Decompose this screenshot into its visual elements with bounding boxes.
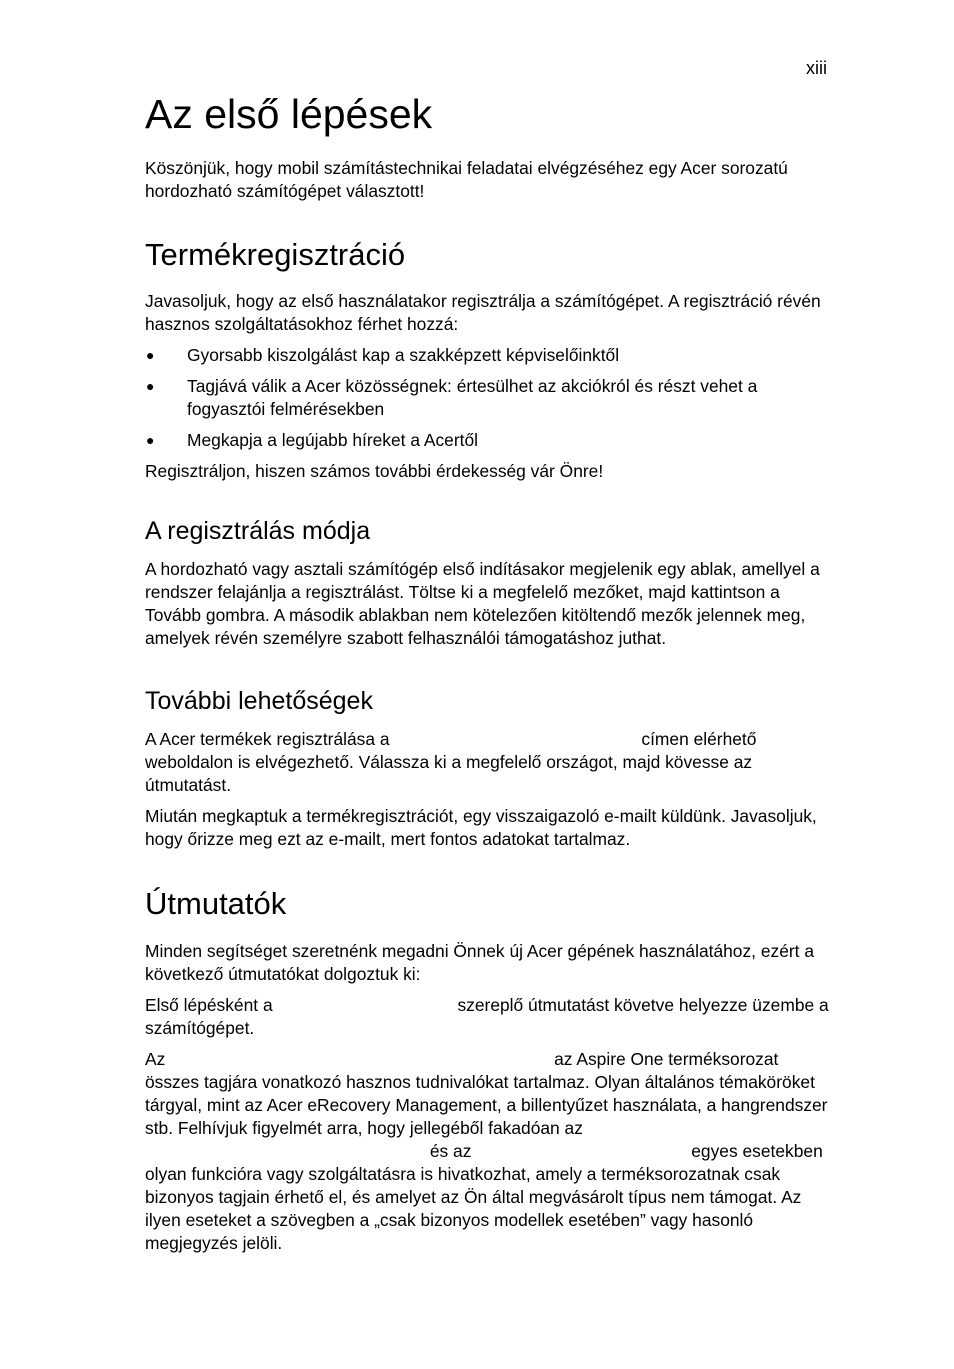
page-title: Az első lépések — [145, 91, 433, 137]
options-heading: További lehetőségek — [145, 687, 373, 716]
guides-paragraph-2 — [145, 1048, 835, 1255]
list-item — [145, 375, 835, 421]
list-item-text: Megkapja a legújabb híreket a Acertől — [187, 430, 478, 451]
list-item — [145, 344, 835, 367]
intro-paragraph: Köszönjük, hogy mobil számítástechnikai feladatai elvégzéséhez egy Acer sorozatú hordozható számítógépet választott! — [145, 158, 788, 202]
options-paragraph-2: Miután megkaptuk a termékregisztrációt, egy visszaigazoló e-mailt küldünk. Javasoljuk, hogy őrizze meg ezt az e-mailt, mert fontos adatokat tartalmaz. — [145, 806, 817, 850]
guides-section — [145, 885, 835, 1254]
list-item-text: Tagjává válik a Acer közösségnek: értesülhet az akciókról és részt vehet a fogyasztói felmérésekben — [187, 376, 758, 420]
guides-p2-b: az Aspire One terméksorozat összes tagjára vonatkozó hasznos tudnivalókat tartalmaz. Olyan általános témaköröket tárgyal, mint az Acer eRecovery Management, a billentyűzet használata, a hangrendszer stb. Felhívjuk figyelmét arra, hogy jellegéből fakadóan az — [145, 1048, 828, 1138]
options-paragraph-1 — [145, 728, 835, 797]
registration-intro: Javasoljuk, hogy az első használatakor regisztrálja a számítógépet. A regisztráció révén hasznos szolgáltatásokhoz férhet hozzá: — [145, 291, 821, 335]
further-options-section — [145, 686, 835, 851]
guides-intro: Minden segítséget szeretnénk megadni Önnek új Acer gépének használatához, ezért a következő útmutatókat dolgoztuk ki: — [145, 940, 814, 984]
document-body — [145, 90, 835, 1263]
list-item — [145, 429, 835, 452]
guides-paragraph-1 — [145, 994, 835, 1040]
guides-p2-a: Az — [145, 1048, 166, 1069]
how-to-heading: A regisztrálás módja — [145, 517, 371, 546]
options-text-end: címen elérhető weboldalon is elvégezhető. Válassza ki a megfelelő országot, majd kövesse az útmutatást. — [145, 729, 757, 796]
guides-heading: Útmutatók — [145, 886, 287, 922]
registration-heading: Termékregisztráció — [145, 237, 406, 273]
bullet-icon: ● — [146, 347, 155, 364]
bullet-icon: ● — [146, 432, 155, 449]
guides-p2-d: egyes esetekben olyan funkcióra vagy szolgáltatásra is hivatkozhat, amely a terméksorozatnak csak bizonyos tagjain érhető el, és amelyet az Ön által megvásárolt típus nem támogat. Az ilyen eseteket a szövegben a „csak bizonyos modellek esetében” vagy hasonló megjegyzés jelöli. — [145, 1140, 823, 1253]
benefits-list — [145, 344, 835, 452]
options-text-start: A Acer termékek regisztrálása a — [145, 729, 390, 750]
registration-closing: Regisztráljon, hiszen számos további érdekesség vár Önre! — [145, 461, 604, 482]
how-to-text: A hordozható vagy asztali számítógép első indításakor megjelenik egy ablak, amellyel a rendszer felajánlja a regisztrálást. Töltse ki a megfelelő mezőket, majd kattintson a Tovább gombra. A második ablakban nem kötelezően kitöltendő mezők jelennek meg, amelyek révén személyre szabott felhasználói támogatáshoz juthat. — [145, 559, 820, 649]
page-number: xiii — [806, 58, 827, 78]
how-to-register-section — [145, 516, 835, 650]
guides-p1-start: Első lépésként a — [145, 994, 273, 1015]
bullet-icon: ● — [146, 378, 155, 395]
guides-p2-c: és az — [429, 1140, 472, 1161]
guides-p1-end: szereplő útmutatást követve helyezze üzembe a számítógépet. — [145, 994, 829, 1038]
registration-section — [145, 236, 835, 483]
list-item-text: Gyorsabb kiszolgálást kap a szakképzett képviselőinktől — [187, 345, 620, 366]
